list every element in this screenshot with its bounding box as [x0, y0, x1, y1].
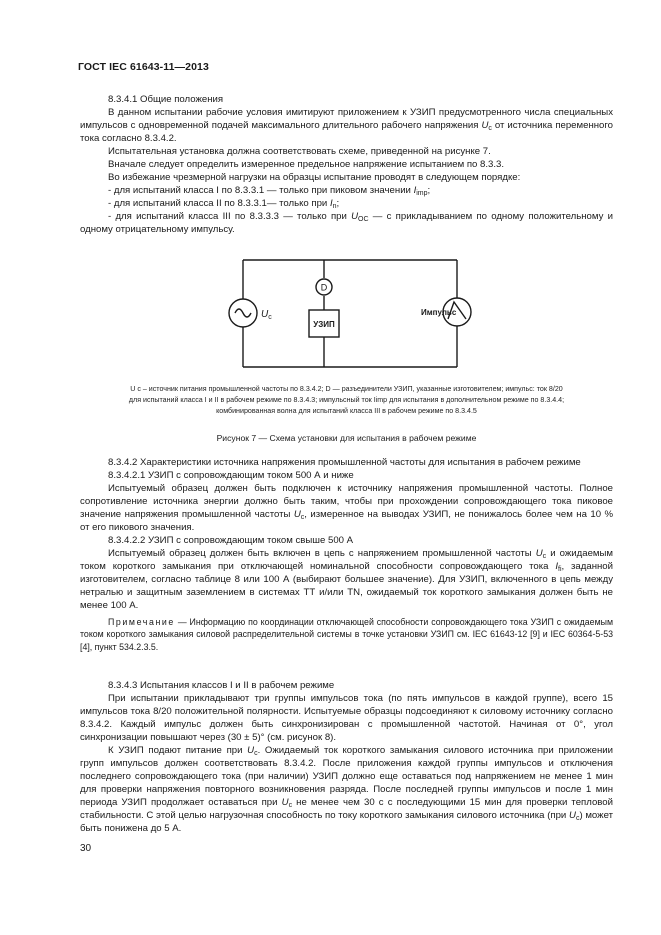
note: Примечание — Информацию по координации отключающей способности сопровождающего тока УЗИП с ожидаемым током короткого замыкания силовой распределительной системы в точке установки УЗИП см. IEC 61643-12 [9] и IEC 60364-5-53 [4], пункт 534.2.3.5.: [80, 617, 613, 652]
paragraph: При испытании прикладывают три группы импульсов тока (по пять импульсов в каждой группе), всего 15 импульсов тока 8/20 положительной полярности. Испытуемые образцы подсоединяют к силовому источнику согласно 8.3.4.2. Каждый импульс должен быть синхронизирован с промышленной частотой. Начиная от 0°, угол синхронизации повышают через (30 ± 5)° (см. рисунок 8).: [80, 693, 613, 743]
subsection-title: 8.3.4.2.2 УЗИП с сопровождающим током свыше 500 А: [108, 535, 354, 546]
paragraph: Испытательная установка должна соответствовать схеме, приведенной на рисунке 7.: [108, 146, 491, 157]
paragraph: Испытуемый образец должен быть включен в цепь с напряжением промышленной частоты $U_c$ и ожидаемым током короткого замыкания при отключающей номинальной способности сопровождающего тока $I_{fi}$, заданной изготовителем, согласно таблице 8 или 100 А (выбирают большее значение). Для УЗИП, включенного в цепь между нетралью и защитным заземлением в системах ТТ и/или TN, ожидаемый ток короткого замыкания должен быть не менее 100 А.: [80, 548, 613, 611]
section-8342: [80, 456, 613, 653]
figure-7-circuit: [225, 255, 475, 375]
list-item: - для испытаний класса III по 8.3.3.3 — только при $U_{OC}$ — с прикладыванием по одному положительному и одному отрицательному импульсу.: [80, 211, 613, 235]
paragraph: Испытуемый образец должен быть подключен к источнику напряжения промышленной частоты. Полное сопротивление источника энергии должно быть таким, чтобы при прохождении сопровождающего тока пиковое значение напряжения промышленной частоты $U_c$, измеренное на выводах УЗИП, не понижалось более чем на 10 % от его пикового значения.: [80, 483, 613, 533]
section-title: 8.3.4.2 Характеристики источника напряжения промышленной частоты для испытания в рабочем режиме: [108, 457, 581, 468]
paragraph: Во избежание чрезмерной нагрузки на образцы испытание проводят в следующем порядке:: [108, 172, 521, 183]
list-item: - для испытаний класса II по 8.3.3.1— только при $I_n$;: [108, 198, 340, 210]
label-impulse: Импульс: [421, 308, 457, 317]
figure-legend-1: U c – источник питания промышленной частоты по 8.3.4.2; D — разъединители УЗИП, указанные изготовителем; импульс: ток 8/20: [130, 385, 563, 393]
subsection-title: 8.3.4.2.1 УЗИП с сопровождающим током 500 А и ниже: [108, 470, 354, 481]
figure-legend-3: комбинированная волна для испытаний класса III в рабочем режиме по 8.3.4.5: [216, 407, 477, 415]
page-number: 30: [80, 843, 92, 854]
label-d: D: [320, 282, 328, 293]
section-title: 8.3.4.3 Испытания классов I и II в рабочем режиме: [108, 680, 335, 691]
paragraph: Вначале следует определить измеренное предельное напряжение испытанием по 8.3.3.: [108, 159, 505, 170]
label-uc: $U_c$: [261, 309, 272, 321]
list-item: - для испытаний класса I по 8.3.3.1 — только при пиковом значении $I_{imp}$;: [108, 185, 431, 197]
section-8341: [80, 93, 613, 236]
paragraph: В данном испытании рабочие условия имитируют приложением к УЗИП предусмотренного числа специальных импульсов с одновременной подачей максимального длительного рабочего напряжения $U_c$ от источника переменного тока согласно 8.3.4.2.: [80, 107, 614, 144]
section-title: 8.3.4.1 Общие положения: [108, 94, 224, 105]
figure-title: Рисунок 7 — Схема установки для испытания в рабочем режиме: [216, 433, 477, 443]
label-spd: УЗИП: [313, 320, 335, 329]
paragraph: К УЗИП подают питание при $U_c$. Ожидаемый ток короткого замыкания силового источника при приложении групп импульсов должен соответствовать 8.3.4.2. После приложения каждой группы импульсов и отключения последнего сопровождающего тока (при наличии) УЗИП должно еще оставаться под напряжением не менее 1 мин для проверки напряжения повторного возникновения разряда. После последней группы импульсов и после 1 мин периода УЗИП продолжает оставаться при $U_c$ не менее чем 30 с с последующими 15 мин для проверки тепловой стабильности. С этой целью нагрузочная способность по току короткого замыкания силового источника (при $U_c$) может быть понижена до 5 А.: [80, 745, 614, 834]
section-8343: [80, 679, 613, 835]
document-header: ГОСТ IEC 61643-11—2013: [78, 61, 209, 73]
figure-legend-2: для испытаний класса I и II в рабочем режиме по 8.3.4.3; импульсный ток Iimp для испытания в дополнительном режиме по 8.3.4.4;: [128, 396, 565, 404]
